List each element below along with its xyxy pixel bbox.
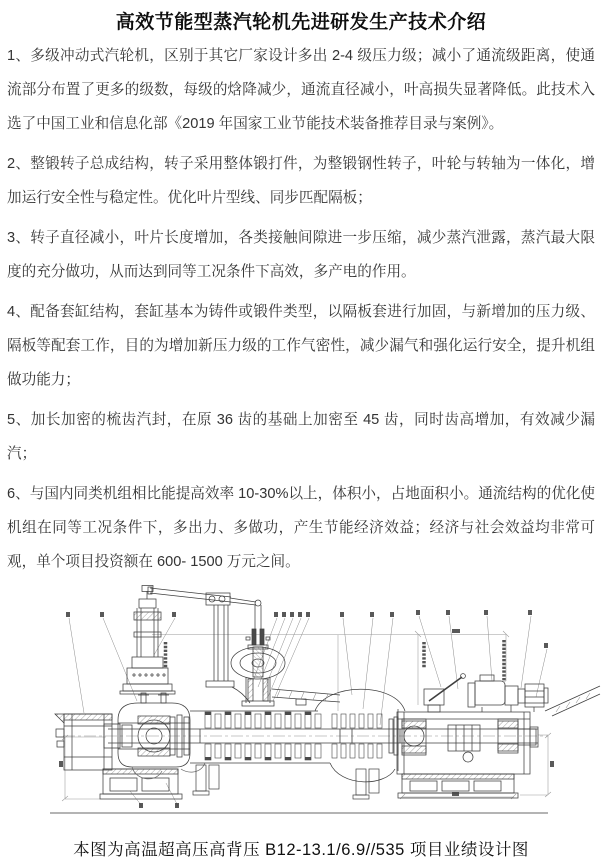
paragraph-1: 1、多级冲动式汽轮机，区别于其它厂家设计多出 2-4 级压力级；减小了通流级距离，使通流部分布置了更多的级数，每级的焓降减少，通流直径减小，叶高损失显著降低。此技术入选了中国工业和信息化部《2019 年国家工业节能技术装备推荐目录与案例》。 <box>7 48 595 132</box>
front-bearing-pedestal <box>55 714 112 770</box>
paragraph-2: 2、整锻转子总成结构，转子采用整体锻打件，为整锻钢性转子，叶轮与转轴为一体化，增加运行安全性与稳定性。优化叶片型线、同步匹配隔板； <box>7 156 595 206</box>
vertical-annotation-text <box>166 640 505 682</box>
trip-lever-and-pump-train <box>424 674 548 712</box>
figure <box>0 585 602 833</box>
turbine-casing <box>181 689 405 782</box>
paragraph-4: 4、配备套缸结构，套缸基本为铸件或锻件类型，以隔板套进行加固，与新增加的压力级、隔板等配套工作，目的为增加新压力级的工作气密性，减少漏气和强化运行安全，提升机组做功能力； <box>7 304 595 388</box>
document-body <box>0 39 602 579</box>
turbine-cross-section-drawing <box>0 585 602 828</box>
control-linkage <box>148 587 256 703</box>
exhaust-pipe <box>545 686 600 716</box>
paragraph-3: 3、转子直径减小，叶片长度增加，各类接触间隙进一步压缩，减少蒸汽泄露，蒸汽最大限度的充分做功，从而达到同等工况条件下高效，多产电的作用。 <box>7 230 595 280</box>
page-title: 高效节能型蒸汽轮机先进研发生产技术介绍 <box>115 12 487 33</box>
paragraph-5: 5、加长加密的梳齿汽封，在原 36 齿的基础上加密至 45 齿，同时齿高增加，有效减少漏汽； <box>7 412 595 462</box>
paragraph-6: 6、与国内同类机组相比能提高效率 10-30%以上，体积小，占地面积小。通流结构的优化使机组在同等工况条件下，多出力、多做功，产生节能经济效益；经济与社会效益均非常可观，单个项目投资额在 600- 1500 万元之间。 <box>7 486 595 570</box>
front-foundation <box>100 769 182 799</box>
figure-caption: 本图为高温超高压高背压 B12-13.1/6.9//535 项目业绩设计图 <box>73 841 529 859</box>
governor-valve <box>120 586 175 695</box>
extraction-pipes <box>193 765 379 799</box>
